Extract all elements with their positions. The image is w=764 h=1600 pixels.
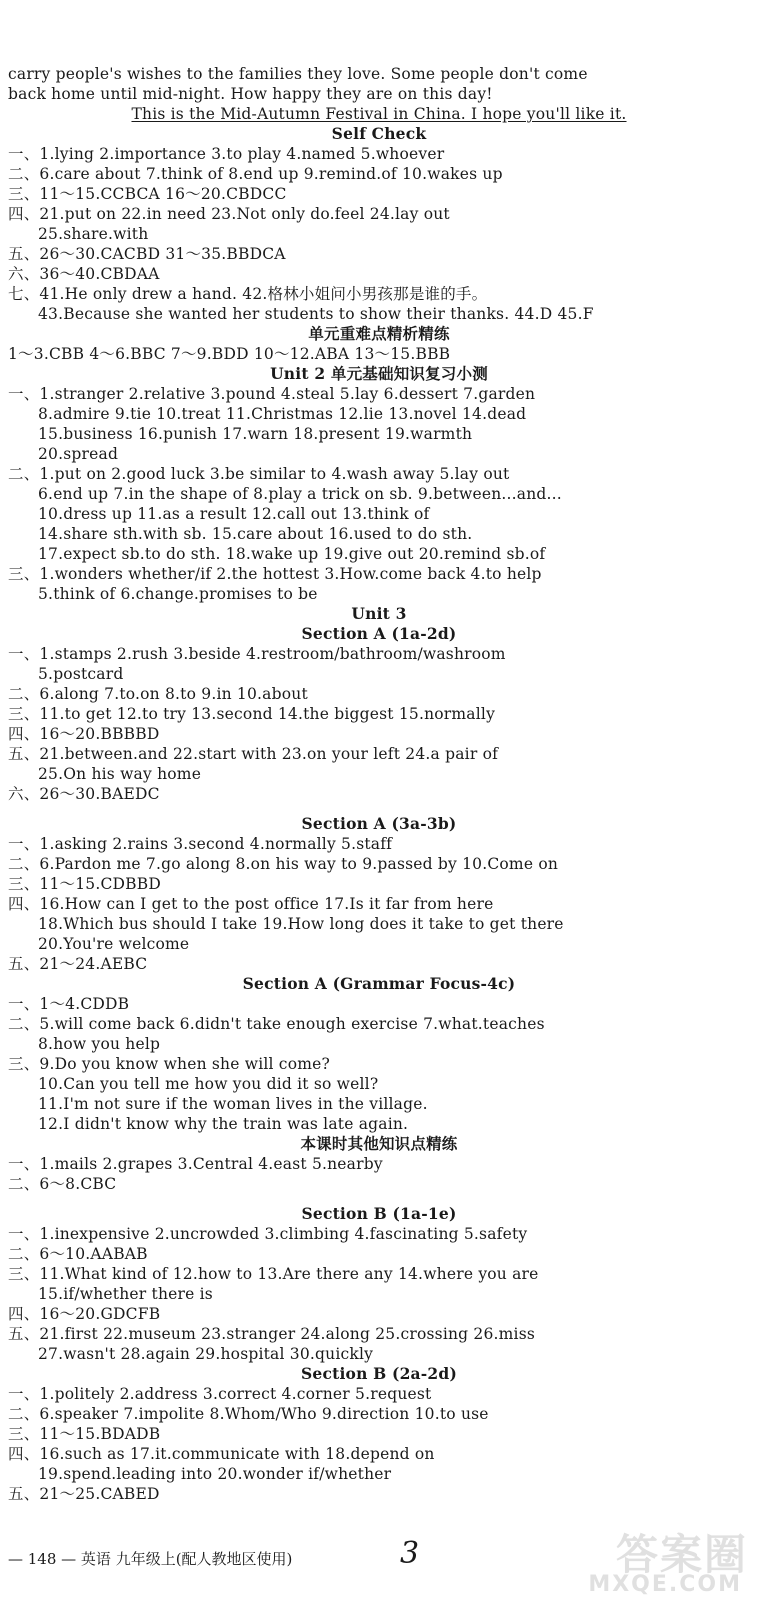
answer-line: 11.I'm not sure if the woman lives in the village. [38,1095,428,1113]
answer-line: 四、21.put on 22.in need 23.Not only do.feel 24.lay out [8,205,450,223]
answer-line: 五、21.first 22.museum 23.stranger 24.along 25.crossing 26.miss [8,1325,536,1343]
answer-line: 一、1.inexpensive 2.uncrowded 3.climbing 4.fascinating 5.safety [8,1225,528,1243]
section-heading: 单元重难点精析精练 [308,324,450,343]
answer-line: 17.expect sb.to do sth. 18.wake up 19.give out 20.remind sb.of [38,545,546,563]
answer-line: 10.dress up 11.as a result 12.call out 13.think of [38,505,430,523]
section-heading: Unit 2 单元基础知识复习小测 [270,364,488,383]
section-heading: Section A (Grammar Focus-4c) [242,974,516,993]
answer-line: 五、21～25.CABED [8,1485,160,1503]
answer-line: 43.Because she wanted her students to show their thanks. 44.D 45.F [38,305,594,323]
answer-line: 27.wasn't 28.again 29.hospital 30.quickly [38,1345,374,1363]
answer-line: 二、6～10.AABAB [8,1245,148,1263]
answer-line: 20.spread [38,445,119,463]
section-heading: Section B (2a-2d) [301,1364,457,1383]
answer-line: 15.if/whether there is [38,1285,213,1303]
section-heading: Unit 3 [351,604,407,623]
answer-line: 二、6.care about 7.think of 8.end up 9.remind.of 10.wakes up [8,165,503,183]
answer-line: 25.On his way home [38,765,202,783]
handwritten-page-number: 3 [400,1536,420,1571]
text-line: back home until mid-night. How happy they are on this day! [8,85,493,103]
answer-line: 6.end up 7.in the shape of 8.play a trick on sb. 9.between...and... [38,485,562,503]
section-heading: Section A (1a-2d) [301,624,457,643]
watermark-logo-text: 答案圈 [615,1530,748,1579]
answer-line: 三、11.What kind of 12.how to 13.Are there any 14.where you are [8,1265,539,1283]
answer-line: 七、41.He only drew a hand. 42.格林小姐问小男孩那是谁的手。 [8,285,488,303]
answer-line: 一、1.stamps 2.rush 3.beside 4.restroom/bathroom/washroom [8,645,506,663]
answer-line: 二、6.Pardon me 7.go along 8.on his way to 9.passed by 10.Come on [8,855,559,873]
answer-line: 三、11.to get 12.to try 13.second 14.the biggest 15.normally [8,705,496,723]
answer-line: 五、21.between.and 22.start with 23.on your left 24.a pair of [8,745,499,763]
answer-line: 一、1.lying 2.importance 3.to play 4.named 5.whoever [8,145,445,163]
answer-line: 19.spend.leading into 20.wonder if/whether [38,1465,392,1483]
answer-line: 五、26～30.CACBD 31～35.BBDCA [8,245,286,263]
answer-line: 三、11～15.CCBCA 16～20.CBDCC [8,185,287,203]
answer-line: 三、11～15.BDADB [8,1425,161,1443]
answer-line: 一、1.mails 2.grapes 3.Central 4.east 5.nearby [8,1155,383,1173]
answer-line: 1～3.CBB 4～6.BBC 7～9.BDD 10～12.ABA 13～15.BBB [8,345,451,363]
answer-line: 14.share sth.with sb. 15.care about 16.used to do sth. [38,525,473,543]
answer-line: 5.think of 6.change.promises to be [38,585,318,603]
answer-line: 8.how you help [38,1035,161,1053]
answer-line: 一、1～4.CDDB [8,995,130,1013]
answer-line: 18.Which bus should I take 19.How long does it take to get there [38,915,564,933]
section-heading: Section A (3a-3b) [301,814,457,833]
section-heading: Self Check [331,124,427,143]
section-heading: Section B (1a-1e) [301,1204,457,1223]
answer-line: 5.postcard [38,665,124,683]
answer-line: 12.I didn't know why the train was late again. [38,1115,409,1133]
answer-line: 15.business 16.punish 17.warn 18.present 19.warmth [38,425,473,443]
watermark-logo [558,1522,758,1600]
text-line: carry people's wishes to the families they love. Some people don't come [8,65,588,83]
watermark-url: MXQE.COM [588,1572,742,1597]
answer-line: 8.admire 9.tie 10.treat 11.Christmas 12.lie 13.novel 14.dead [38,405,527,423]
answer-line: 四、16～20.BBBBD [8,725,160,743]
text-line: This is the Mid-Autumn Festival in China. I hope you'll like it. [131,105,627,123]
answer-line: 二、6.speaker 7.impolite 8.Whom/Who 9.direction 10.to use [8,1405,489,1423]
page-footer: — 148 — 英语 九年级上(配人教地区使用) [8,1550,293,1568]
answer-line: 三、1.wonders whether/if 2.the hottest 3.How.come back 4.to help [8,565,542,583]
answer-line: 四、16.such as 17.it.communicate with 18.depend on [8,1445,435,1463]
answer-line: 10.Can you tell me how you did it so well? [38,1075,379,1093]
section-heading: 本课时其他知识点精练 [300,1134,458,1153]
answer-line: 四、16～20.GDCFB [8,1305,161,1323]
answer-line: 一、1.asking 2.rains 3.second 4.normally 5.staff [8,835,393,853]
answer-line: 三、9.Do you know when she will come? [8,1055,331,1073]
answer-line: 二、1.put on 2.good luck 3.be similar to 4.wash away 5.lay out [8,465,510,483]
answer-line: 一、1.stranger 2.relative 3.pound 4.steal 5.lay 6.dessert 7.garden [8,385,536,403]
answer-line: 二、6.along 7.to.on 8.to 9.in 10.about [8,685,308,703]
answer-line: 五、21～24.AEBC [8,955,148,973]
answer-line: 四、16.How can I get to the post office 17.Is it far from here [8,895,494,913]
answer-line: 一、1.politely 2.address 3.correct 4.corner 5.request [8,1385,432,1403]
answer-line: 二、5.will come back 6.didn't take enough exercise 7.what.teaches [8,1015,545,1033]
answer-line: 二、6～8.CBC [8,1175,117,1193]
answer-line: 25.share.with [38,225,149,243]
answer-line: 三、11～15.CDBBD [8,875,161,893]
answer-line: 六、26～30.BAEDC [8,785,160,803]
answer-line: 20.You're welcome [38,935,190,953]
answer-line: 六、36～40.CBDAA [8,265,160,283]
